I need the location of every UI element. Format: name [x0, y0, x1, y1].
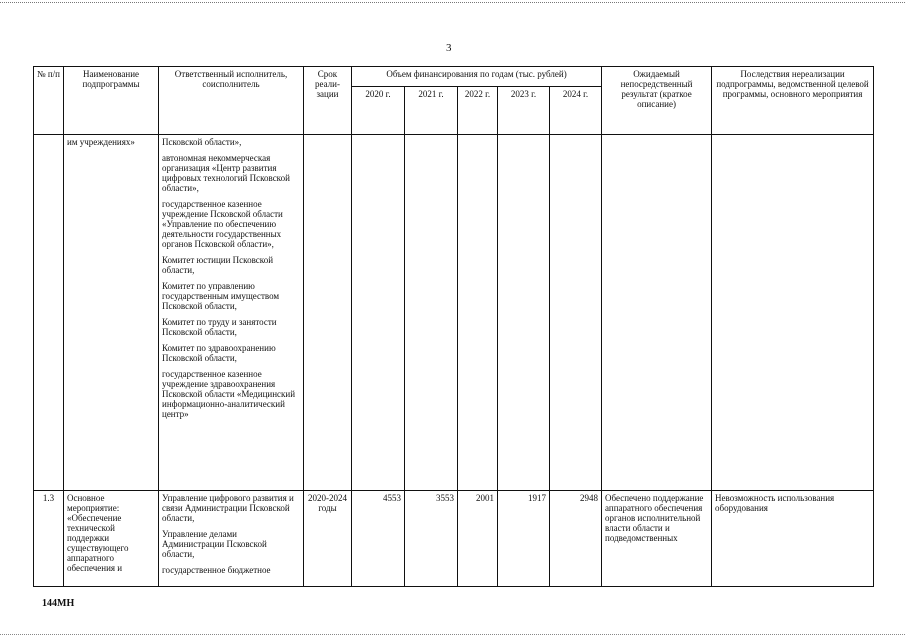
header-result: Ожидаемый непосредственный результат (краткое описание) [602, 67, 712, 135]
header-year-2021: 2021 г. [405, 87, 458, 135]
executor-entry: государственное казенное учреждение Псковской области «Управление по обеспечению деятельности государственных органов Псковской области», [162, 199, 283, 249]
table-row-continued [34, 135, 874, 491]
executor-entry: Комитет юстиции Псковской области, [162, 255, 274, 275]
cell-2024: 2948 [550, 491, 602, 587]
cell-result: Обеспечено поддержание аппаратного обеспечения органов исполнительной власти области и подведомственных [602, 491, 712, 587]
funding-table [33, 66, 874, 587]
header-consequences: Последствия нереализации подпрограммы, ведомственной целевой программы, основного мероприятия [712, 67, 874, 135]
page-number: 3 [446, 42, 452, 54]
cell-num [34, 135, 64, 491]
executor-entry: Управление делами Администрации Псковской области, [162, 529, 267, 559]
header-funding: Объем финансирования по годам (тыс. рублей) [352, 67, 602, 87]
cell-2023 [498, 135, 550, 491]
header-executor: Ответственный исполнитель, соисполнитель [159, 67, 304, 135]
executor-entry: Комитет по труду и занятости Псковской области, [162, 317, 277, 337]
cell-term [304, 135, 352, 491]
cell-2023: 1917 [498, 491, 550, 587]
cell-term: 2020-2024 годы [304, 491, 352, 587]
cell-2020: 4553 [352, 491, 405, 587]
cell-2020 [352, 135, 405, 491]
cell-2022: 2001 [458, 491, 498, 587]
cell-2024 [550, 135, 602, 491]
top-border-line [0, 2, 905, 4]
cell-result [602, 135, 712, 491]
table-row-1-3 [34, 491, 874, 587]
footer-code: 144МН [42, 598, 75, 609]
cell-name: Основное мероприятие: «Обеспечение технической поддержки существующего аппаратного обеспечения и [64, 491, 159, 587]
cell-name: им учреждениях» [64, 135, 159, 491]
cell-2022 [458, 135, 498, 491]
executor-entry: Комитет по здравоохранению Псковской области, [162, 343, 276, 363]
bottom-border-line [0, 634, 905, 636]
executor-entry: государственное казенное учреждение здравоохранения Псковской области «Медицинский информационно-аналитический центр» [162, 369, 296, 419]
header-year-2020: 2020 г. [352, 87, 405, 135]
executor-entry: Комитет по управлению государственным имуществом Псковской области, [162, 281, 280, 311]
executor-entry: Псковской области», [162, 137, 242, 147]
cell-2021 [405, 135, 458, 491]
header-term: Срок реали-зации [304, 67, 352, 135]
executor-entry: государственное бюджетное [162, 565, 271, 575]
executor-entry: автономная некоммерческая организация «Центр развития цифровых технологий Псковской области», [162, 153, 290, 193]
cell-2021: 3553 [405, 491, 458, 587]
cell-consequences: Невозможность использования оборудования [712, 491, 874, 587]
cell-num: 1.3 [34, 491, 64, 587]
header-name: Наименование подпрограммы [64, 67, 159, 135]
cell-executors [159, 491, 304, 587]
cell-consequences [712, 135, 874, 491]
header-year-2024: 2024 г. [550, 87, 602, 135]
header-year-2023: 2023 г. [498, 87, 550, 135]
header-num: № п/п [34, 67, 64, 135]
cell-executors [159, 135, 304, 491]
header-year-2022: 2022 г. [458, 87, 498, 135]
executor-entry: Управление цифрового развития и связи Администрации Псковской области, [162, 493, 294, 523]
